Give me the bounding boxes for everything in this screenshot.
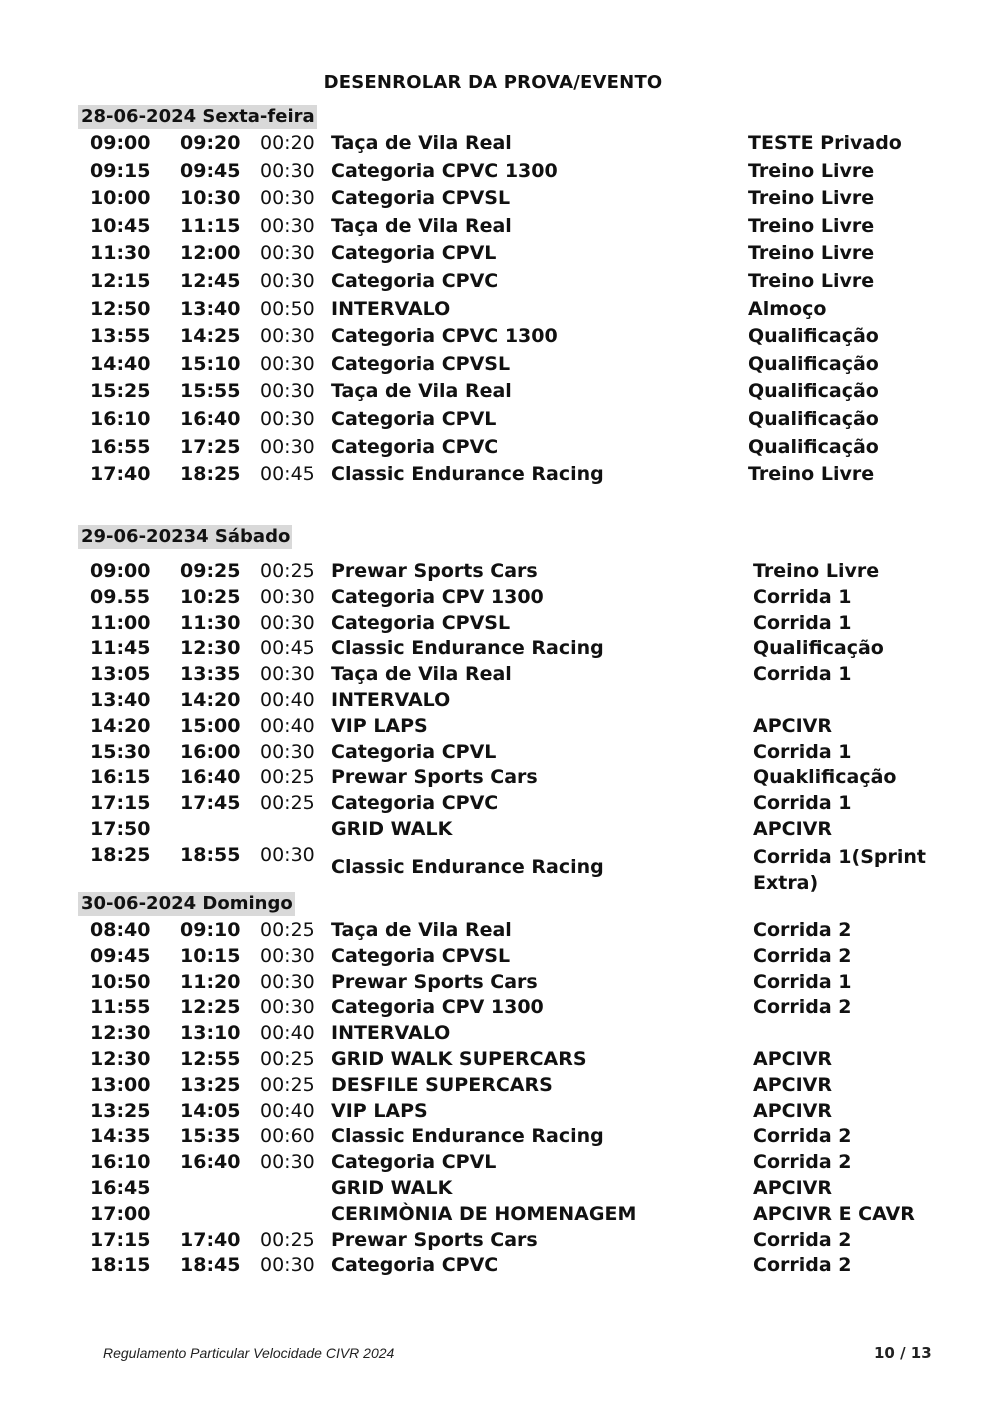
duration: 00:25 <box>260 1048 315 1070</box>
end-time: 16:40 <box>180 766 241 789</box>
duration: 00:25 <box>260 560 315 582</box>
event-name: Categoria CPVC 1300 <box>331 325 558 348</box>
event-name: Classic Endurance Racing <box>331 463 604 486</box>
end-time: 12:45 <box>180 270 241 292</box>
start-time: 09:00 <box>90 132 151 154</box>
end-time: 12:30 <box>180 637 241 660</box>
session-type: APCIVR <box>753 714 832 737</box>
session-type: Qualificação <box>748 380 879 403</box>
session-type: APCIVR <box>753 1073 832 1096</box>
duration: 00:30 <box>260 352 315 375</box>
event-name: Taça de Vila Real <box>331 663 512 686</box>
start-time: 09:45 <box>90 944 151 967</box>
session-type: Treino Livre <box>748 242 875 265</box>
session-type: APCIVR <box>753 818 832 840</box>
duration: 00:50 <box>260 297 315 320</box>
end-time: 15:00 <box>180 714 241 737</box>
start-time: 16:55 <box>90 435 151 458</box>
footer-page-number: 10 / 13 <box>874 1344 932 1362</box>
duration: 00:40 <box>260 1022 315 1045</box>
event-name: Taça de Vila Real <box>331 214 512 237</box>
event-name: Taça de Vila Real <box>331 919 512 941</box>
end-time: 13:40 <box>180 297 241 320</box>
start-time: 09:00 <box>90 560 151 582</box>
end-time: 17:25 <box>180 435 241 458</box>
session-type: Almoço <box>748 297 827 320</box>
event-name: CERIMÒNIA DE HOMENAGEM <box>331 1202 637 1225</box>
end-time: 12:25 <box>180 996 241 1019</box>
event-name: Categoria CPVC <box>331 270 499 292</box>
event-name: GRID WALK SUPERCARS <box>331 1048 587 1070</box>
session-type: Corrida 2 <box>753 944 852 967</box>
duration: 00:25 <box>260 792 315 815</box>
duration: 00:45 <box>260 637 315 660</box>
duration: 00:30 <box>260 187 315 210</box>
duration: 00:20 <box>260 132 315 154</box>
end-time: 12:55 <box>180 1048 241 1070</box>
event-name: Categoria CPVSL <box>331 611 511 634</box>
session-type: Treino Livre <box>748 187 875 210</box>
session-type: Corrida 1(Sprint Extra) <box>753 845 926 894</box>
session-type: Qualificação <box>748 408 879 430</box>
event-name: Categoria CPVSL <box>331 944 511 967</box>
event-name: Categoria CPVL <box>331 242 497 265</box>
end-time: 13:25 <box>180 1073 241 1096</box>
end-time: 10:25 <box>180 585 241 608</box>
end-time: 18:45 <box>180 1254 241 1277</box>
session-type: APCIVR <box>753 1099 832 1122</box>
duration: 00:30 <box>260 159 315 182</box>
session-type: Corrida 1 <box>753 585 852 608</box>
session-type: Corrida 2 <box>753 1228 852 1251</box>
end-time: 14:25 <box>180 325 241 348</box>
start-time: 16:10 <box>90 408 151 430</box>
start-time: 14:20 <box>90 714 151 737</box>
duration: 00:30 <box>260 740 315 763</box>
event-name: Classic Endurance Racing <box>331 637 604 660</box>
session-type: Corrida 2 <box>753 1125 852 1148</box>
end-time: 09:25 <box>180 560 241 582</box>
end-time: 15:55 <box>180 380 241 403</box>
session-type: Treino Livre <box>753 560 880 582</box>
start-time: 11:45 <box>90 637 151 660</box>
session-type: Qualificação <box>748 325 879 348</box>
end-time: 17:40 <box>180 1228 241 1251</box>
event-name: VIP LAPS <box>331 714 428 737</box>
start-time: 11:00 <box>90 611 151 634</box>
start-time: 13:25 <box>90 1099 151 1122</box>
end-time: 15:10 <box>180 352 241 375</box>
page-title: DESENROLAR DA PROVA/EVENTO <box>323 72 663 93</box>
start-time: 13:05 <box>90 663 151 686</box>
end-time: 11:15 <box>180 214 241 237</box>
start-time: 15:30 <box>90 740 151 763</box>
event-name: Categoria CPVL <box>331 1151 497 1174</box>
end-time: 10:30 <box>180 187 241 210</box>
duration: 00:30 <box>260 214 315 237</box>
duration: 00:40 <box>260 1099 315 1122</box>
event-name: GRID WALK <box>331 1177 453 1199</box>
event-name: Categoria CPV 1300 <box>331 585 544 608</box>
duration: 00:30 <box>260 996 315 1019</box>
start-time: 13:55 <box>90 325 151 348</box>
session-type: Treino Livre <box>748 463 875 486</box>
start-time: 17:50 <box>90 818 151 840</box>
event-name: Categoria CPVC <box>331 792 499 815</box>
end-time: 09:10 <box>180 919 241 941</box>
duration: 00:30 <box>260 970 315 993</box>
end-time: 11:30 <box>180 611 241 634</box>
start-time: 14:35 <box>90 1125 151 1148</box>
duration: 00:30 <box>260 843 315 866</box>
day-header-sunday: 30-06-2024 Domingo <box>78 892 295 916</box>
session-type: Corrida 2 <box>753 1254 852 1277</box>
duration: 00:30 <box>260 408 315 430</box>
end-time: 14:05 <box>180 1099 241 1122</box>
event-name: Prewar Sports Cars <box>331 766 538 789</box>
start-time: 11:30 <box>90 242 151 265</box>
duration: 00:60 <box>260 1125 315 1148</box>
session-type: Corrida 1 <box>753 663 852 686</box>
start-time: 18:15 <box>90 1254 151 1277</box>
event-name: Taça de Vila Real <box>331 132 512 154</box>
duration: 00:30 <box>260 270 315 292</box>
end-time: 12:00 <box>180 242 241 265</box>
start-time: 08:40 <box>90 919 151 941</box>
event-name: INTERVALO <box>331 1022 451 1045</box>
session-type: Quaklificação <box>753 766 897 789</box>
session-type: Corrida 2 <box>753 1151 852 1174</box>
start-time: 09:15 <box>90 159 151 182</box>
session-type: Corrida 1 <box>753 740 852 763</box>
end-time: 14:20 <box>180 689 241 711</box>
duration: 00:30 <box>260 611 315 634</box>
event-name: Classic Endurance Racing <box>331 855 604 878</box>
session-type: Treino Livre <box>748 214 875 237</box>
start-time: 12:30 <box>90 1048 151 1070</box>
start-time: 17:00 <box>90 1202 151 1225</box>
session-type: Treino Livre <box>748 159 875 182</box>
event-name: Categoria CPVSL <box>331 352 511 375</box>
duration: 00:40 <box>260 689 315 711</box>
duration: 00:30 <box>260 435 315 458</box>
end-time: 13:10 <box>180 1022 241 1045</box>
start-time: 16:10 <box>90 1151 151 1174</box>
event-name: Categoria CPVC <box>331 1254 499 1277</box>
event-name: Categoria CPVC <box>331 435 499 458</box>
session-type: Qualificação <box>748 435 879 458</box>
day-header-saturday: 29-06-20234 Sábado <box>78 525 292 549</box>
end-time: 11:20 <box>180 970 241 993</box>
event-name: Classic Endurance Racing <box>331 1125 604 1148</box>
session-type: Corrida 2 <box>753 919 852 941</box>
start-time: 12:50 <box>90 297 151 320</box>
duration: 00:30 <box>260 944 315 967</box>
duration: 00:45 <box>260 463 315 486</box>
session-type: Corrida 1 <box>753 792 852 815</box>
end-time: 13:35 <box>180 663 241 686</box>
duration: 00:40 <box>260 714 315 737</box>
event-name: Taça de Vila Real <box>331 380 512 403</box>
duration: 00:30 <box>260 585 315 608</box>
duration: 00:30 <box>260 1254 315 1277</box>
event-name: INTERVALO <box>331 689 451 711</box>
start-time: 18:25 <box>90 843 151 866</box>
event-name: INTERVALO <box>331 297 451 320</box>
session-type: APCIVR E CAVR <box>753 1202 915 1225</box>
duration: 00:25 <box>260 766 315 789</box>
event-name: Categoria CPV 1300 <box>331 996 544 1019</box>
start-time: 13:00 <box>90 1073 151 1096</box>
session-type: APCIVR <box>753 1048 832 1070</box>
duration: 00:30 <box>260 380 315 403</box>
event-name: Categoria CPVL <box>331 408 497 430</box>
session-type: Qualificação <box>753 637 884 660</box>
start-time: 10:50 <box>90 970 151 993</box>
start-time: 11:55 <box>90 996 151 1019</box>
start-time: 09.55 <box>90 585 151 608</box>
end-time: 09:20 <box>180 132 241 154</box>
session-type: Treino Livre <box>748 270 875 292</box>
duration: 00:25 <box>260 1073 315 1096</box>
end-time: 16:40 <box>180 1151 241 1174</box>
session-type: TESTE Privado <box>748 132 902 154</box>
duration: 00:30 <box>260 242 315 265</box>
start-time: 16:15 <box>90 766 151 789</box>
start-time: 17:15 <box>90 1228 151 1251</box>
end-time: 17:45 <box>180 792 241 815</box>
end-time: 18:55 <box>180 843 241 866</box>
duration: 00:30 <box>260 663 315 686</box>
session-type: Corrida 1 <box>753 611 852 634</box>
event-name: Categoria CPVL <box>331 740 497 763</box>
event-name: Categoria CPVSL <box>331 187 511 210</box>
session-type: Corrida 1 <box>753 970 852 993</box>
event-name: DESFILE SUPERCARS <box>331 1073 553 1096</box>
start-time: 12:15 <box>90 270 151 292</box>
event-name: Prewar Sports Cars <box>331 970 538 993</box>
end-time: 09:45 <box>180 159 241 182</box>
duration: 00:30 <box>260 1151 315 1174</box>
footer-document-title: Regulamento Particular Velocidade CIVR 2024 <box>103 1345 395 1361</box>
start-time: 10:00 <box>90 187 151 210</box>
session-type: Qualificação <box>748 352 879 375</box>
event-name: Categoria CPVC 1300 <box>331 159 558 182</box>
session-type: Corrida 2 <box>753 996 852 1019</box>
duration: 00:25 <box>260 1228 315 1251</box>
end-time: 18:25 <box>180 463 241 486</box>
end-time: 10:15 <box>180 944 241 967</box>
event-name: Prewar Sports Cars <box>331 560 538 582</box>
duration: 00:25 <box>260 919 315 941</box>
event-name: VIP LAPS <box>331 1099 428 1122</box>
start-time: 17:40 <box>90 463 151 486</box>
end-time: 16:00 <box>180 740 241 763</box>
start-time: 14:40 <box>90 352 151 375</box>
start-time: 10:45 <box>90 214 151 237</box>
start-time: 16:45 <box>90 1177 151 1199</box>
event-name: GRID WALK <box>331 818 453 840</box>
day-header-friday: 28-06-2024 Sexta-feira <box>78 105 317 129</box>
start-time: 17:15 <box>90 792 151 815</box>
start-time: 12:30 <box>90 1022 151 1045</box>
end-time: 16:40 <box>180 408 241 430</box>
duration: 00:30 <box>260 325 315 348</box>
session-type: APCIVR <box>753 1177 832 1199</box>
event-name: Prewar Sports Cars <box>331 1228 538 1251</box>
end-time: 15:35 <box>180 1125 241 1148</box>
start-time: 15:25 <box>90 380 151 403</box>
start-time: 13:40 <box>90 689 151 711</box>
